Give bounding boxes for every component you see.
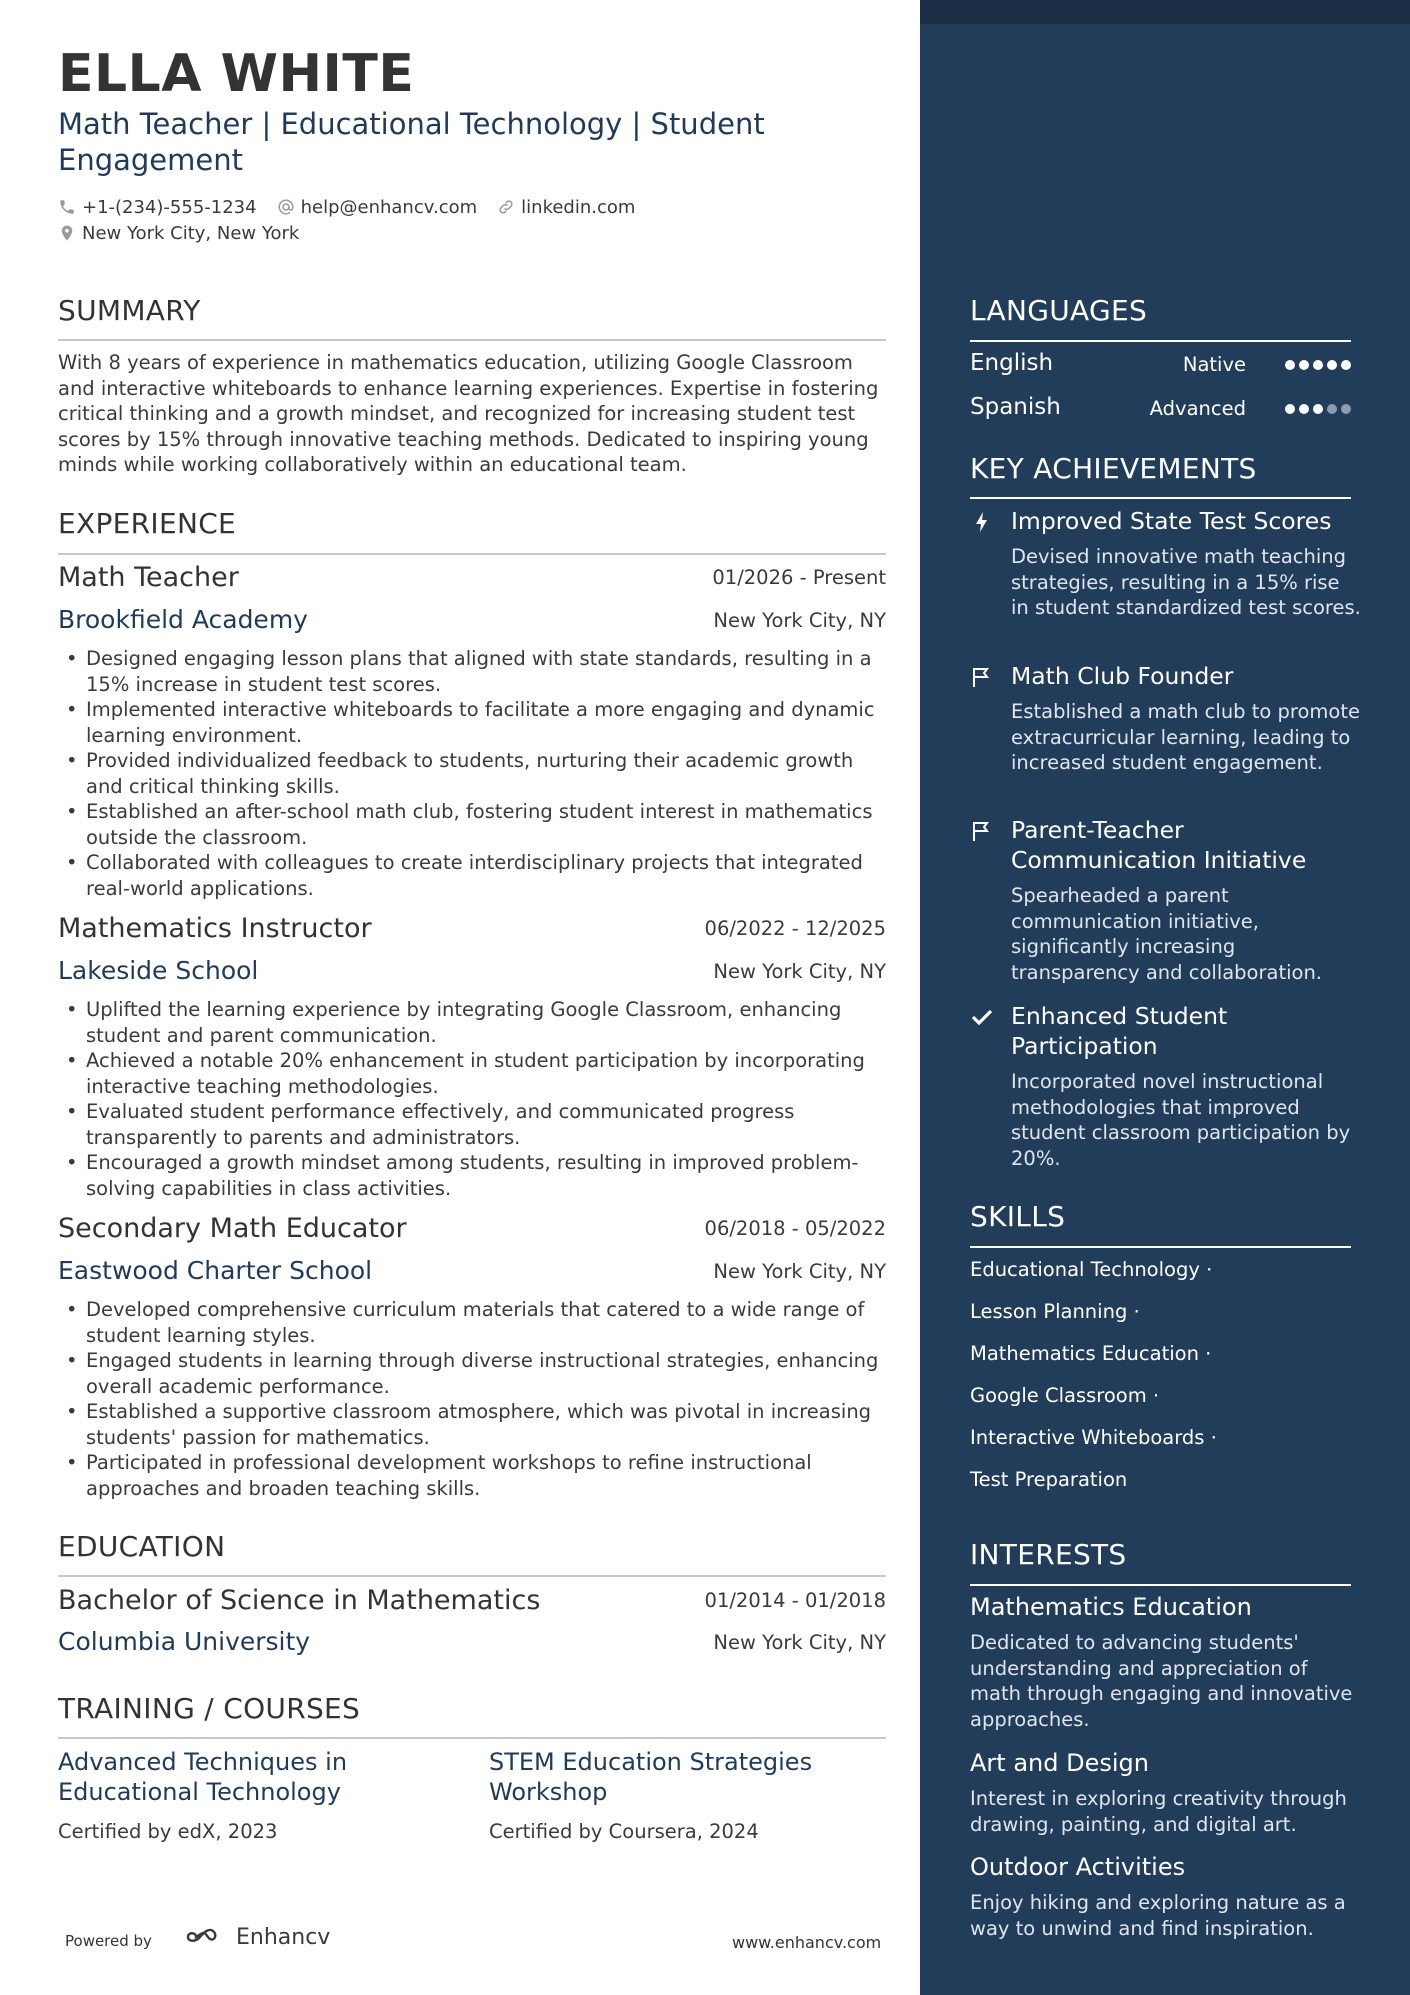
rating-dot <box>1341 404 1351 414</box>
achievement-title: Math Club Founder <box>1011 662 1234 690</box>
skill-item: Test Preparation <box>970 1468 1128 1491</box>
summary-section-title: SUMMARY <box>58 294 201 327</box>
enhancv-logo[interactable] <box>184 1924 330 1950</box>
course-name: Advanced Techniques in Educational Technology <box>58 1748 348 1806</box>
linkedin-text: linkedin.com <box>521 196 636 218</box>
job-bullet: • Collaborated with colleagues to create interdisciplinary projects that integrated real-world applications. <box>58 850 888 901</box>
job-title: Mathematics Instructor <box>58 913 372 944</box>
language-name: Spanish <box>970 394 1061 420</box>
link-icon <box>497 198 515 216</box>
interests-section-title: INTERESTS <box>970 1538 1127 1571</box>
skills-divider <box>970 1246 1351 1248</box>
email-contact[interactable] <box>277 197 478 218</box>
language-item <box>970 394 1351 424</box>
education-section-title: EDUCATION <box>58 1530 226 1563</box>
phone-contact[interactable] <box>58 197 257 218</box>
skills-section-title: SKILLS <box>970 1200 1066 1233</box>
interest-description: Enjoy hiking and exploring nature as a way to unwind and find inspiration. <box>970 1891 1346 1940</box>
language-item <box>970 350 1351 380</box>
job-bullet: • Established a supportive classroom atmosphere, which was pivotal in increasing students' passion for mathematics. <box>58 1399 888 1450</box>
rating-dot <box>1285 360 1295 370</box>
experience-section-title: EXPERIENCE <box>58 507 237 540</box>
interest-title: Outdoor Activities <box>970 1853 1186 1881</box>
rating-dot <box>1327 404 1337 414</box>
summary-divider <box>58 339 886 341</box>
job-entry <box>58 913 886 1200</box>
achievements-section-title: KEY ACHIEVEMENTS <box>970 452 1257 485</box>
infinity-logo-icon <box>184 1924 230 1950</box>
achievement-title: Parent-Teacher Communication Initiative <box>1011 816 1307 874</box>
achievements-divider <box>970 497 1351 499</box>
rating-dot <box>1299 404 1309 414</box>
flag-icon <box>970 665 994 689</box>
interests-divider <box>970 1584 1351 1586</box>
education-dates: 01/2014 - 01/2018 <box>704 1589 886 1612</box>
skill-item: Google Classroom · <box>970 1384 1160 1407</box>
interest-title: Art and Design <box>970 1749 1149 1777</box>
rating-dot <box>1285 404 1295 414</box>
language-rating <box>1281 360 1351 370</box>
location-text: New York City, New York <box>82 222 300 244</box>
job-bullet: • Encouraged a growth mindset among students, resulting in improved problem-solving capabilities in class activities. <box>58 1150 888 1201</box>
job-location: New York City, NY <box>713 960 886 983</box>
skill-item: Lesson Planning · <box>970 1300 1140 1323</box>
location-contact <box>58 223 299 244</box>
achievement-description: Established a math club to promote extracurricular learning, leading to increased student engagement. <box>1011 700 1360 774</box>
course-certifier: Certified by edX, 2023 <box>58 1820 278 1843</box>
job-bullet: • Provided individualized feedback to students, nurturing their academic growth and critical thinking skills. <box>58 748 888 799</box>
school-location: New York City, NY <box>713 1631 886 1654</box>
summary-text: With 8 years of experience in mathematics education, utilizing Google Classroom and interactive whiteboards to enhance learning experiences. Expertise in fostering critical thinking and a growth mindset, and recognized for increasing student test scores by 15% through innovative teaching methods. Dedicated to inspiring young minds while working collaboratively within an educational team. <box>58 351 879 476</box>
training-divider <box>58 1737 886 1739</box>
job-bullets <box>58 1297 888 1501</box>
rating-dot <box>1341 360 1351 370</box>
flag-icon <box>970 819 994 843</box>
achievement-description: Incorporated novel instructional methodologies that improved student classroom participation by 20%. <box>1011 1070 1351 1170</box>
interest-description: Interest in exploring creativity through drawing, painting, and digital art. <box>970 1787 1347 1836</box>
skill-item: Mathematics Education · <box>970 1342 1212 1365</box>
job-bullet: • Developed comprehensive curriculum materials that catered to a wide range of student learning styles. <box>58 1297 888 1348</box>
rating-dot <box>1313 404 1323 414</box>
powered-by-label: Powered by <box>65 1932 152 1950</box>
headline: Math Teacher | Educational Technology | Student Engagement <box>58 107 765 177</box>
job-entry <box>58 562 886 900</box>
job-bullet: • Implemented interactive whiteboards to facilitate a more engaging and dynamic learning environment. <box>58 697 888 748</box>
school-name: Columbia University <box>58 1627 311 1656</box>
job-entry <box>58 1213 886 1500</box>
job-dates: 01/2026 - Present <box>712 566 886 589</box>
job-company: Eastwood Charter School <box>58 1256 373 1285</box>
achievement-title: Improved State Test Scores <box>1011 507 1332 535</box>
job-dates: 06/2022 - 12/2025 <box>704 917 886 940</box>
interest-title: Mathematics Education <box>970 1593 1252 1621</box>
course-certifier: Certified by Coursera, 2024 <box>489 1820 759 1843</box>
education-entry <box>58 1585 886 1656</box>
footer-url[interactable]: www.enhancv.com <box>732 1933 882 1952</box>
job-bullets <box>58 646 888 901</box>
experience-divider <box>58 553 886 555</box>
rating-dot <box>1327 360 1337 370</box>
contact-info <box>58 194 655 246</box>
languages-section-title: LANGUAGES <box>970 294 1148 327</box>
bolt-icon <box>970 510 994 534</box>
language-rating <box>1281 404 1351 414</box>
at-icon <box>277 198 295 216</box>
phone-text: +1-(234)-555-1234 <box>82 196 257 218</box>
job-bullet: • Uplifted the learning experience by integrating Google Classroom, enhancing student and parent communication. <box>58 997 888 1048</box>
job-company: Brookfield Academy <box>58 605 308 634</box>
job-title: Secondary Math Educator <box>58 1213 407 1244</box>
languages-divider <box>970 340 1351 342</box>
job-bullet: • Evaluated student performance effectively, and communicated progress transparently to parents and administrators. <box>58 1099 888 1150</box>
degree-title: Bachelor of Science in Mathematics <box>58 1585 541 1616</box>
skill-item: Interactive Whiteboards · <box>970 1426 1217 1449</box>
brand-name: Enhancv <box>236 1924 331 1950</box>
job-location: New York City, NY <box>713 1260 886 1283</box>
email-text: help@enhancv.com <box>300 196 478 218</box>
sidebar-column <box>920 0 1410 1995</box>
job-location: New York City, NY <box>713 609 886 632</box>
job-bullets <box>58 997 888 1201</box>
rating-dot <box>1313 360 1323 370</box>
sidebar-top-band <box>920 0 1410 24</box>
achievement-description: Devised innovative math teaching strategies, resulting in a 15% rise in student standardized test scores. <box>1011 545 1361 619</box>
job-bullet: • Participated in professional development workshops to refine instructional approaches and broaden teaching skills. <box>58 1450 888 1501</box>
language-name: English <box>970 350 1054 376</box>
job-dates: 06/2018 - 05/2022 <box>704 1217 886 1240</box>
achievement-description: Spearheaded a parent communication initiative, significantly increasing transparency and collaboration. <box>1011 884 1323 984</box>
candidate-name: ELLA WHITE <box>58 44 415 104</box>
location-pin-icon <box>58 224 76 242</box>
job-bullet: • Designed engaging lesson plans that aligned with state standards, resulting in a 15% increase in student test scores. <box>58 646 888 697</box>
skill-item: Educational Technology · <box>970 1258 1213 1281</box>
language-level: Advanced <box>1149 397 1246 420</box>
achievement-title: Enhanced Student Participation <box>1011 1002 1228 1060</box>
rating-dot <box>1299 360 1309 370</box>
course-name: STEM Education Strategies Workshop <box>489 1748 813 1806</box>
job-bullet: • Achieved a notable 20% enhancement in student participation by incorporating interactive teaching methodologies. <box>58 1048 888 1099</box>
job-bullet: • Established an after-school math club, fostering student interest in mathematics outside the classroom. <box>58 799 888 850</box>
job-title: Math Teacher <box>58 562 239 593</box>
job-company: Lakeside School <box>58 956 259 985</box>
training-section-title: TRAINING / COURSES <box>58 1692 361 1725</box>
interest-description: Dedicated to advancing students' understanding and appreciation of math through engaging and innovative approaches. <box>970 1631 1353 1731</box>
language-level: Native <box>1182 353 1246 376</box>
check-icon <box>970 1005 994 1029</box>
linkedin-contact[interactable] <box>497 197 635 218</box>
job-bullet: • Engaged students in learning through diverse instructional strategies, enhancing overall academic performance. <box>58 1348 888 1399</box>
phone-icon <box>58 198 76 216</box>
education-divider <box>58 1575 886 1577</box>
